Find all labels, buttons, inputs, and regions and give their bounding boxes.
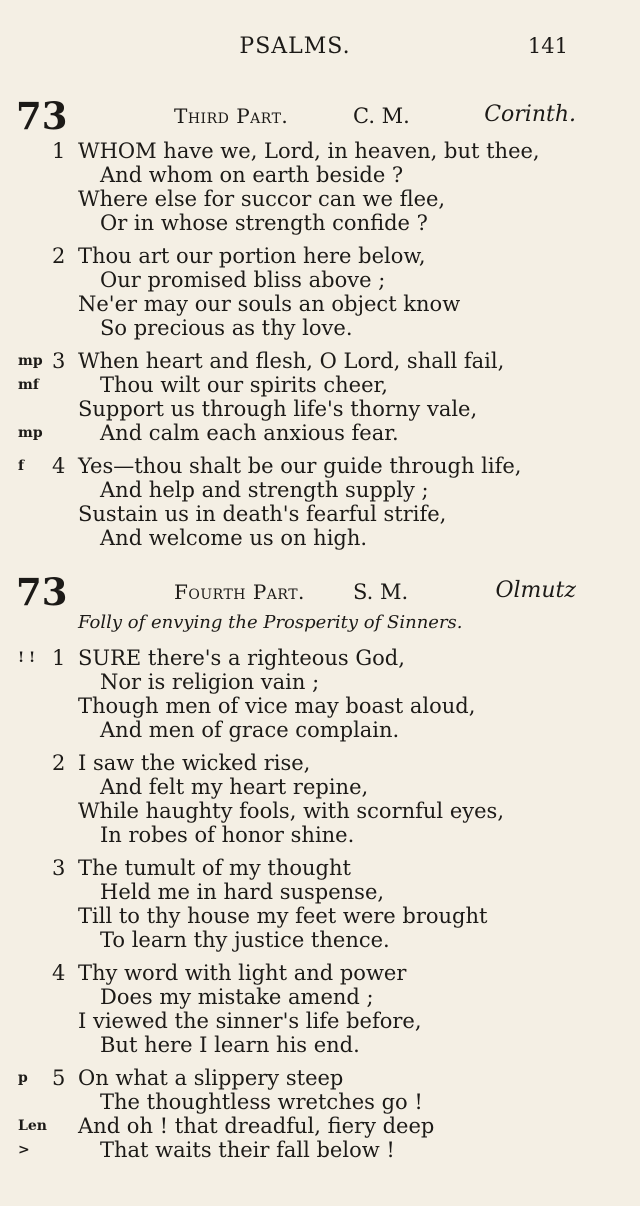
stanza-number: 3 [52, 349, 66, 373]
meter: S. M. [353, 580, 409, 604]
line-text: The tumult of my thought [78, 856, 351, 880]
line-text: Sustain us in death's fearful strife, [78, 502, 447, 526]
stanza-number: 5 [52, 1066, 66, 1090]
dynamic-marking: mp [18, 425, 43, 441]
dynamic-marking: mp [18, 353, 43, 369]
verse-line [0, 139, 640, 163]
dynamic-marking: ! ! [18, 650, 36, 666]
stanza-number: 4 [52, 961, 66, 985]
verse-line [0, 799, 640, 823]
line-text: Thy word with light and power [78, 961, 407, 985]
stanza [0, 1066, 640, 1162]
verse-line [0, 670, 640, 694]
verse-line [0, 454, 640, 478]
line-text: In robes of honor shine. [100, 823, 355, 847]
hymn-subtitle: Folly of envying the Prosperity of Sinners. [78, 612, 463, 633]
verse-line [0, 823, 640, 847]
verse-line [0, 421, 640, 445]
line-text: Ne'er may our souls an object know [78, 292, 461, 316]
verse-line [0, 880, 640, 904]
verse-line [0, 268, 640, 292]
stanza-number: 1 [52, 646, 66, 670]
dynamic-marking: f [18, 458, 25, 474]
stanza [0, 244, 640, 340]
line-text: Till to thy house my feet were brought [78, 904, 488, 928]
verse-line [0, 718, 640, 742]
hymn-number: 73 [16, 570, 68, 614]
line-text: And oh ! that dreadful, fiery deep [78, 1114, 435, 1138]
verse-line [0, 985, 640, 1009]
verse-line [0, 856, 640, 880]
meter: C. M. [353, 104, 410, 128]
stanza [0, 961, 640, 1057]
line-text: Thou wilt our spirits cheer, [100, 373, 388, 397]
line-text: Support us through life's thorny vale, [78, 397, 478, 421]
hymn-heading [16, 94, 576, 138]
line-text: And whom on earth beside ? [100, 163, 404, 187]
verse-line [0, 1114, 640, 1138]
stanza [0, 646, 640, 742]
line-text: On what a slippery steep [78, 1066, 344, 1090]
line-text: To learn thy justice thence. [100, 928, 390, 952]
verse-line [0, 211, 640, 235]
page-number: 141 [527, 34, 568, 58]
verse-line [0, 526, 640, 550]
line-text: Does my mistake amend ; [100, 985, 374, 1009]
verse-line [0, 244, 640, 268]
verse-line [0, 751, 640, 775]
tune-name: Corinth. [484, 102, 576, 127]
line-text: And felt my heart repine, [100, 775, 369, 799]
verse-line [0, 187, 640, 211]
dynamic-marking: > [18, 1142, 30, 1158]
tune-name: Olmutz [495, 578, 576, 603]
line-text: SURE there's a righteous God, [78, 646, 405, 670]
line-text: Though men of vice may boast aloud, [78, 694, 476, 718]
running-title: PSALMS. [239, 34, 351, 59]
line-text: Nor is religion vain ; [100, 670, 320, 694]
line-text: Thou art our portion here below, [78, 244, 426, 268]
line-text: And welcome us on high. [100, 526, 368, 550]
verse-line [0, 904, 640, 928]
dynamic-marking: p [18, 1070, 28, 1086]
verse-line [0, 502, 640, 526]
line-text: That waits their fall below ! [100, 1138, 395, 1162]
verse-line [0, 1033, 640, 1057]
dynamic-marking: Len [18, 1118, 47, 1134]
line-text: While haughty fools, with scornful eyes, [78, 799, 504, 823]
verse-line [0, 646, 640, 670]
verse-line [0, 961, 640, 985]
dynamic-marking: mf [18, 377, 39, 393]
verse-line [0, 1066, 640, 1090]
line-text: WHOM have we, Lord, in heaven, but thee, [78, 139, 540, 163]
verse-line [0, 1009, 640, 1033]
hymn-number: 73 [16, 94, 68, 138]
line-text: Yes—thou shalt be our guide through life, [78, 454, 522, 478]
line-text: Held me in hard suspense, [100, 880, 385, 904]
part-title: Fourth Part. [174, 580, 305, 604]
line-text: And help and strength supply ; [100, 478, 429, 502]
verse-line [0, 316, 640, 340]
stanza-number: 2 [52, 244, 66, 268]
stanza [0, 856, 640, 952]
part-title: Third Part. [174, 104, 289, 128]
page-header [0, 34, 640, 66]
line-text: Where else for succor can we flee, [78, 187, 446, 211]
stanza-number: 3 [52, 856, 66, 880]
stanza-number: 4 [52, 454, 66, 478]
stanza [0, 751, 640, 847]
line-text: But here I learn his end. [100, 1033, 360, 1057]
hymn-heading [16, 570, 576, 614]
verse-line [0, 373, 640, 397]
verse-line [0, 1090, 640, 1114]
verse-line [0, 694, 640, 718]
line-text: I saw the wicked rise, [78, 751, 311, 775]
stanza [0, 454, 640, 550]
verse-line [0, 775, 640, 799]
line-text: So precious as thy love. [100, 316, 353, 340]
line-text: The thoughtless wretches go ! [100, 1090, 423, 1114]
line-text: And calm each anxious fear. [100, 421, 399, 445]
stanza [0, 349, 640, 445]
verse-line [0, 928, 640, 952]
stanza [0, 139, 640, 235]
verse-line [0, 397, 640, 421]
line-text: Our promised bliss above ; [100, 268, 386, 292]
line-text: And men of grace complain. [100, 718, 400, 742]
verse-line [0, 292, 640, 316]
line-text: I viewed the sinner's life before, [78, 1009, 422, 1033]
stanza-number: 1 [52, 139, 66, 163]
line-text: Or in whose strength confide ? [100, 211, 428, 235]
line-text: When heart and flesh, O Lord, shall fail, [78, 349, 505, 373]
verse-line [0, 478, 640, 502]
verse-line [0, 1138, 640, 1162]
stanza-number: 2 [52, 751, 66, 775]
verse-line [0, 163, 640, 187]
verse-line [0, 349, 640, 373]
